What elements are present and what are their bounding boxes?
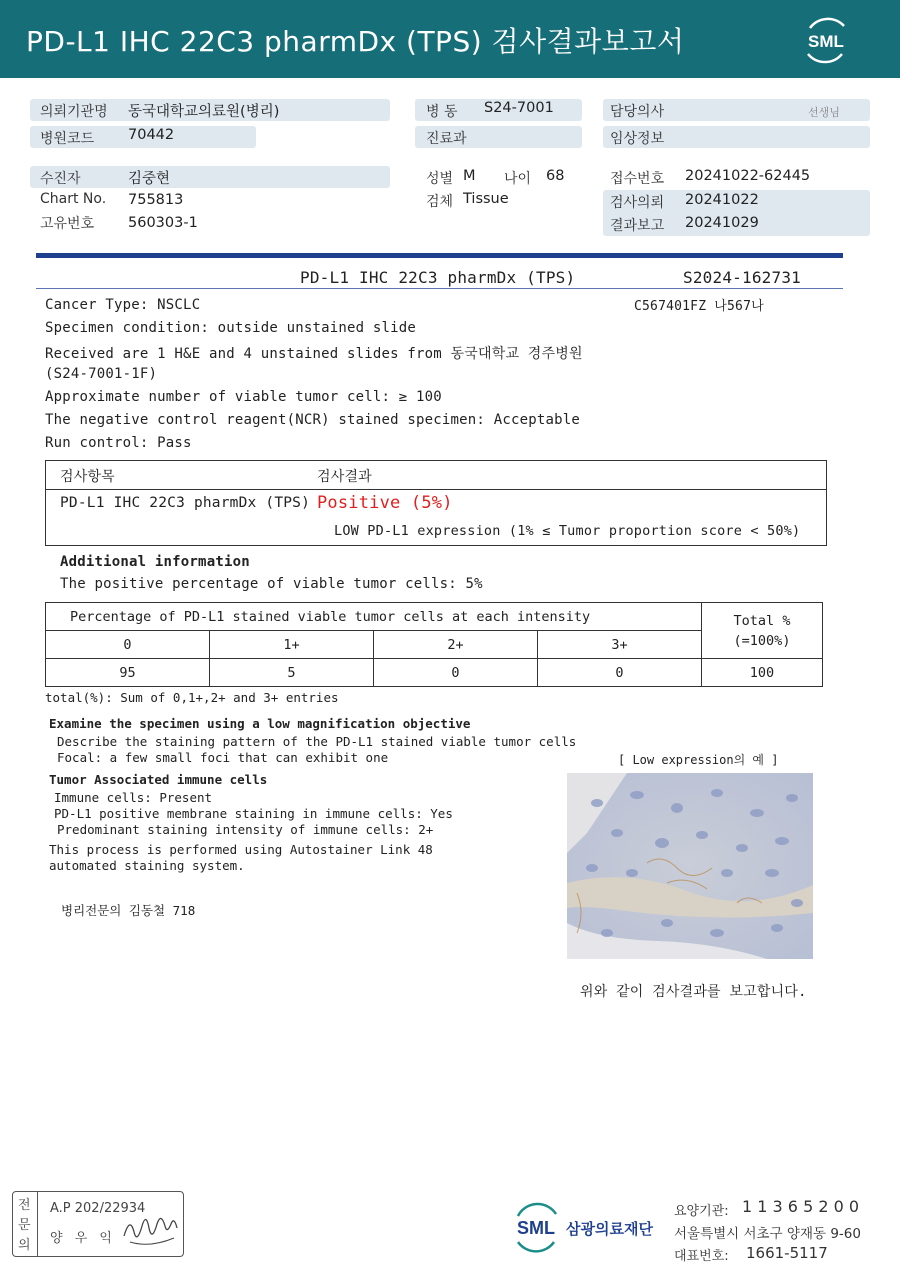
hospital-code-label: 병원코드 (40, 131, 95, 147)
report-line: Received are 1 H&E and 4 unstained slides from 동국대학교 경주병원 (45, 346, 583, 362)
table-note: total(%): Sum of 0,1+,2+ and 3+ entries (45, 690, 339, 705)
level-cell: 2+ (374, 631, 538, 659)
specimen-label: 검체 (426, 194, 454, 210)
result-interpretation: LOW PD-L1 expression (1% ≤ Tumor proportion score < 50%) (334, 523, 801, 539)
process-line: automated staining system. (49, 858, 245, 873)
chart-value: 755813 (128, 192, 184, 208)
stamp-ap: A.P 202/22934 (50, 1201, 146, 1216)
examine-line: Focal: a few small foci that can exhibit one (57, 750, 389, 765)
stamp-name: 양 우 익 (50, 1231, 116, 1246)
phone-label: 대표번호: (674, 1249, 729, 1264)
sex-value: M (463, 168, 476, 184)
report-date-label: 결과보고 (610, 218, 665, 234)
result-positive: Positive (5%) (317, 493, 453, 513)
request-value: 20241022 (685, 192, 759, 208)
value-cell: 95 (46, 659, 210, 687)
org-name: 삼광의료재단 (566, 1220, 653, 1238)
address: 서울특별시 서초구 양재동 9-60 (674, 1226, 861, 1242)
clinical-label: 임상정보 (610, 131, 665, 147)
receipt-label: 접수번호 (610, 171, 665, 187)
microscopy-image (567, 773, 813, 959)
sml-footer-logo-icon (510, 1200, 562, 1254)
stamp-side-char: 의 (18, 1238, 31, 1253)
care-code: 1 1 3 6 5 2 0 0 (742, 1197, 860, 1216)
age-value: 68 (546, 168, 565, 184)
patient-row (30, 166, 390, 188)
level-cell: 3+ (538, 631, 702, 659)
report-title: PD-L1 IHC 22C3 pharmDx (TPS) (300, 268, 576, 287)
chart-label: Chart No. (40, 191, 107, 207)
footer-logo-text: SML (517, 1218, 555, 1238)
report-rule-thin (36, 288, 843, 289)
signature-icon (120, 1206, 182, 1252)
stamp-side-char: 문 (18, 1218, 31, 1233)
report-line: Approximate number of viable tumor cell: ≥ 100 (45, 389, 442, 405)
institution-label: 의뢰기관명 (40, 104, 108, 120)
examine-title: Examine the specimen using a low magnification objective (49, 716, 471, 731)
care-code-label: 요양기관: (674, 1204, 729, 1219)
result-item: PD-L1 IHC 22C3 pharmDx (TPS) (60, 495, 311, 511)
result-col-item: 검사항목 (60, 469, 115, 485)
immune-line: PD-L1 positive membrane staining in immune cells: Yes (54, 806, 453, 821)
result-col-result: 검사결과 (317, 469, 372, 485)
uid-label: 고유번호 (40, 216, 95, 232)
stamp-side-char: 전 (18, 1198, 31, 1213)
report-rule-thick (36, 253, 843, 258)
report-line: The negative control reagent(NCR) stained specimen: Acceptable (45, 412, 580, 428)
process-line: This process is performed using Autostainer Link 48 (49, 842, 433, 857)
age-label: 나이 (504, 171, 532, 187)
phone: 1661-5117 (746, 1244, 828, 1262)
report-line: (S24-7001-1F) (45, 366, 158, 382)
uid-value: 560303-1 (128, 215, 198, 231)
patient-label: 수진자 (40, 171, 81, 187)
examine-line: Describe the staining pattern of the PD-L1 stained viable tumor cells (57, 734, 577, 749)
sml-logo-icon (800, 14, 852, 66)
total-header: Total % (733, 612, 791, 629)
report-line: Cancer Type: NSCLC (45, 297, 201, 313)
immune-line: Predominant staining intensity of immune cells: 2+ (57, 822, 434, 837)
report-line: Specimen condition: outside unstained slide (45, 320, 417, 336)
patient-value: 김중현 (128, 171, 171, 187)
ward-value: S24-7001 (484, 100, 554, 116)
pathologist: 병리전문의 김동철 718 (61, 903, 196, 918)
closing-statement: 위와 같이 검사결과를 보고합니다. (580, 984, 807, 1000)
total-cell: 100 (702, 659, 823, 687)
intensity-table (45, 602, 823, 687)
page-title: PD-L1 IHC 22C3 pharmDx (TPS) 검사결과보고서 (26, 25, 685, 58)
additional-title: Additional information (60, 554, 250, 570)
additional-line: The positive percentage of viable tumor cells: 5% (60, 576, 483, 592)
specimen-value: Tissue (463, 191, 509, 207)
result-table-divider (45, 489, 827, 490)
immune-title: Tumor Associated immune cells (49, 772, 268, 787)
report-line: Run control: Pass (45, 435, 192, 451)
ward-label: 병 동 (426, 104, 458, 120)
value-cell: 0 (538, 659, 702, 687)
hospital-code-value: 70442 (128, 127, 175, 143)
doctor-suffix: 선생님 (808, 106, 840, 119)
institution-value: 동국대학교의료원(병리) (128, 104, 280, 120)
total-sub: (=100%) (733, 632, 791, 649)
receipt-value: 20241022-62445 (685, 168, 811, 184)
report-code: C567401FZ 나567나 (634, 299, 764, 314)
level-cell: 0 (46, 631, 210, 659)
report-date-value: 20241029 (685, 215, 759, 231)
report-number: S2024-162731 (683, 268, 801, 287)
value-cell: 0 (374, 659, 538, 687)
intensity-header: Percentage of PD-L1 stained viable tumor cells at each intensity (46, 603, 702, 631)
total-header-cell (702, 603, 823, 659)
immune-line: Immune cells: Present (54, 790, 213, 805)
logo-text: SML (808, 32, 844, 51)
dept-label: 진료과 (426, 131, 467, 147)
doctor-label: 담당의사 (610, 104, 665, 120)
sex-label: 성별 (426, 171, 454, 187)
level-cell: 1+ (210, 631, 374, 659)
image-caption: [ Low expression의 예 ] (618, 753, 779, 767)
value-cell: 5 (210, 659, 374, 687)
request-label: 검사의뢰 (610, 195, 665, 211)
